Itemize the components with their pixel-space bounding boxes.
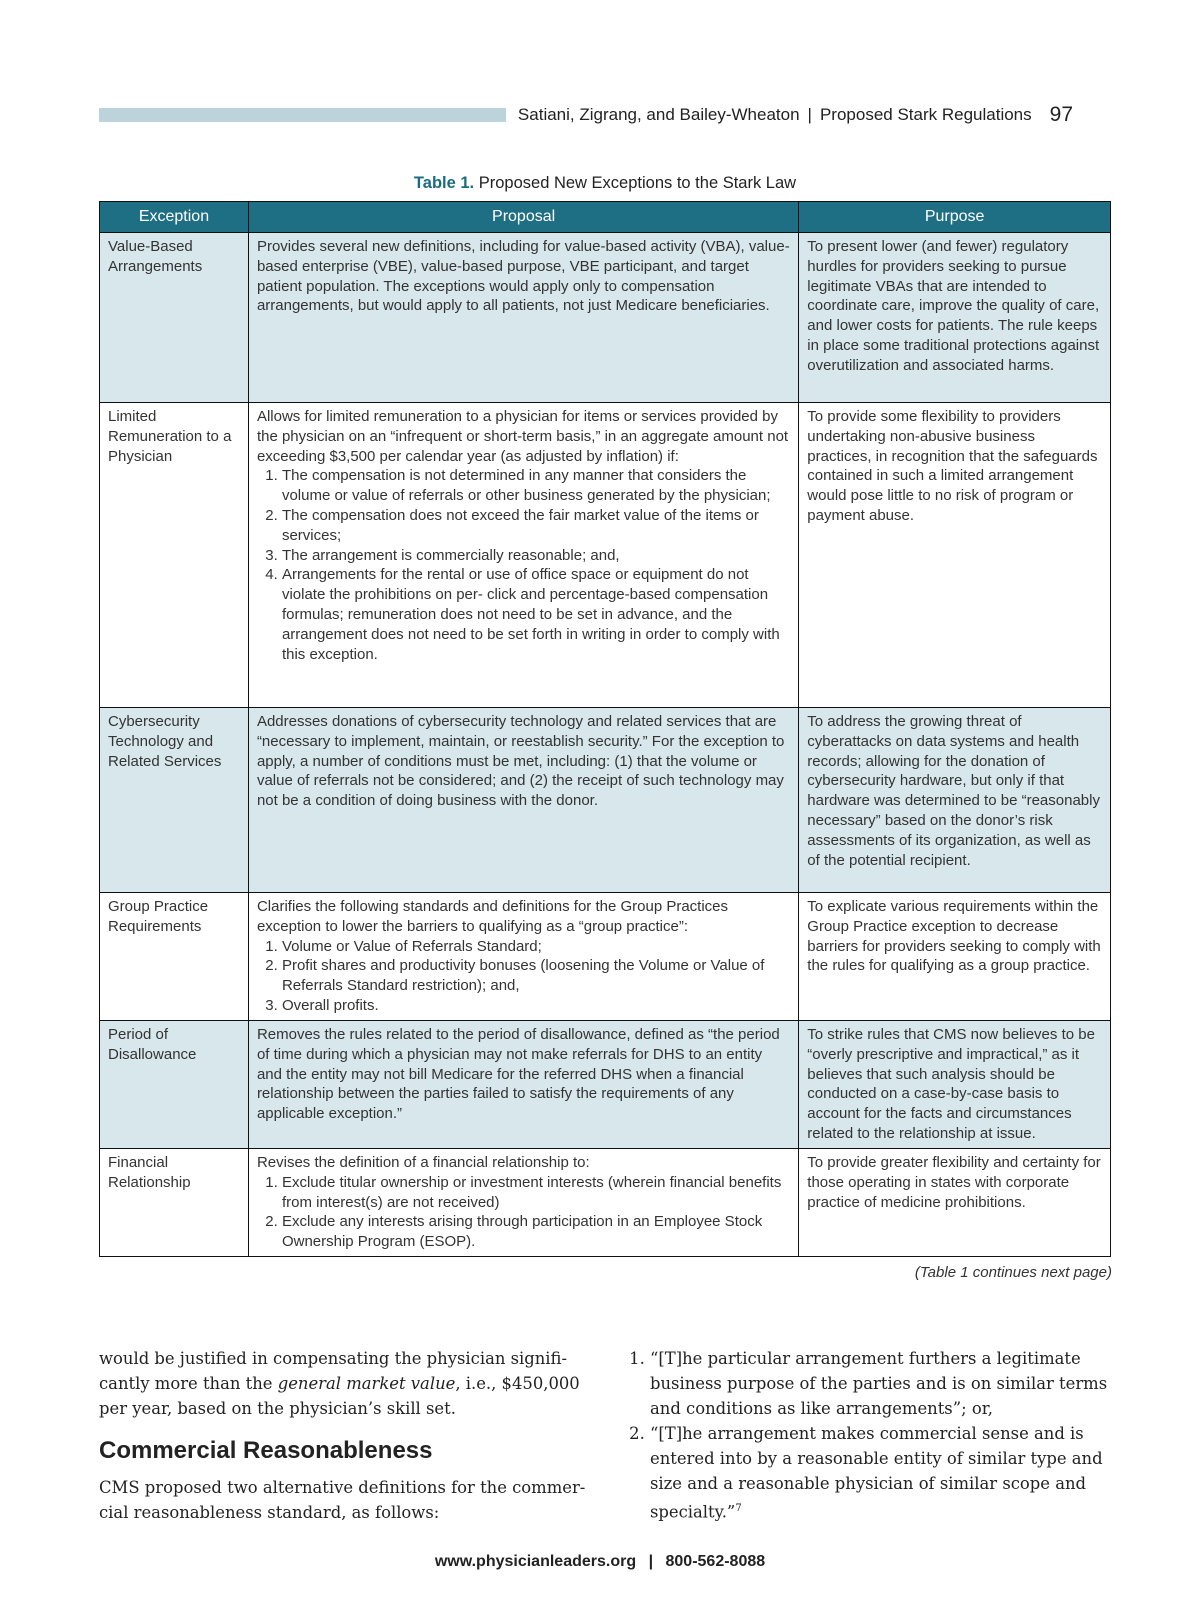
exception-cell: Financial Relationship bbox=[100, 1149, 249, 1257]
purpose-cell: To explicate various requirements within the Group Practice exception to decrease barriers for providers seeking to comply with the rules for qualifying as a group practice. bbox=[799, 893, 1111, 1021]
proposal-intro: Allows for limited remuneration to a physician for items or services provided by the physician on an “infrequent or short-term basis,” in an aggregate amount not exceeding $3,500 per calendar year (as adjusted by inflation) if: bbox=[256, 408, 789, 465]
list-item: 3. Overall profits. bbox=[282, 996, 791, 1016]
header-title: Proposed Stark Regulations bbox=[819, 105, 1032, 124]
table-continuation-note: (Table 1 continues next page) bbox=[914, 1264, 1112, 1281]
list-item: 1. “[T]he particular arrangement furthers a legitimate business purpose of the parties and is on similar terms and conditions as like arrangements”; or, bbox=[650, 1346, 1113, 1421]
exception-cell: Group Practice Requirements bbox=[100, 893, 249, 1021]
body-right-column bbox=[623, 1346, 1113, 1524]
body-paragraph bbox=[99, 1346, 589, 1421]
table-caption bbox=[99, 174, 1111, 193]
definition-list bbox=[623, 1346, 1113, 1524]
list-item-text: “[T]he arrangement makes commercial sense and is entered into by a reasonable entity of similar type and size and a reasonable physician of similar scope and specialty.” bbox=[650, 1424, 1103, 1522]
column-header-proposal: Proposal bbox=[248, 202, 798, 233]
body-text-run: , i.e., $450,000 per year, based on the physician’s skill set. bbox=[99, 1374, 580, 1418]
proposal-intro: Clarifies the following standards and definitions for the Group Practices exception to lower the barriers to qualifying as a “group practice”: bbox=[256, 898, 729, 935]
table-row bbox=[100, 233, 1111, 403]
proposal-cell: Addresses donations of cybersecurity technology and related services that are “necessary to implement, maintain, or reestablish security.” For the exception to apply, a number of conditions must be met, including: (1) that the volume or value of referrals not be considered; and (2) the receipt of such technology may not be a condition of doing business with the donor. bbox=[248, 708, 798, 893]
body-left-column bbox=[99, 1346, 589, 1525]
proposal-list bbox=[257, 1173, 791, 1252]
proposal-intro: Revises the definition of a financial relationship to: bbox=[256, 1154, 590, 1171]
list-item: 2. Exclude any interests arising through participation in an Employee Stock Ownership Program (ESOP). bbox=[282, 1212, 791, 1252]
table-row bbox=[100, 1021, 1111, 1149]
footer-phone: 800-562-8088 bbox=[665, 1553, 766, 1570]
list-item: 1. Volume or Value of Referrals Standard; bbox=[282, 937, 791, 957]
exceptions-table bbox=[99, 201, 1111, 1257]
body-text-run: would be justified in compensating the physician signifi-cantly more than the bbox=[99, 1349, 568, 1393]
list-item: 3. The arrangement is commercially reasonable; and, bbox=[282, 546, 791, 566]
proposal-cell: Provides several new definitions, including for value-based activity (VBA), value-based enterprise (VBE), value-based purpose, VBE participant, and target patient population. The exceptions would apply only to compensation arrangements, but would apply to all patients, not just Medicare beneficiaries. bbox=[248, 233, 798, 403]
list-item: 2. Profit shares and productivity bonuses (loosening the Volume or Value of Referrals Standard restriction); and, bbox=[282, 956, 791, 996]
proposal-list bbox=[257, 937, 791, 1016]
table-row bbox=[100, 1149, 1111, 1257]
proposal-cell bbox=[248, 1149, 798, 1257]
table-caption-text: Proposed New Exceptions to the Stark Law bbox=[478, 174, 797, 192]
purpose-cell: To provide some flexibility to providers undertaking non-abusive business practices, in recognition that the safeguards contained in such a limited arrangement would pose little to no risk of program or payment abuse. bbox=[799, 403, 1111, 708]
column-header-purpose: Purpose bbox=[799, 202, 1111, 233]
purpose-cell: To provide greater flexibility and certainty for those operating in states with corporate practice of medicine prohibitions. bbox=[799, 1149, 1111, 1257]
exception-cell: Cybersecurity Technology and Related Services bbox=[100, 708, 249, 893]
page-number: 97 bbox=[1049, 103, 1073, 126]
table-caption-label: Table 1. bbox=[413, 174, 475, 192]
header-authors: Satiani, Zigrang, and Bailey-Wheaton bbox=[517, 105, 800, 124]
footer-website: www.physicianleaders.org bbox=[434, 1553, 637, 1570]
header-rule bbox=[99, 108, 506, 122]
list-item: 1. Exclude titular ownership or investment interests (wherein financial benefits from interest(s) are not received) bbox=[282, 1173, 791, 1213]
body-paragraph: CMS proposed two alternative definitions for the commer-cial reasonableness standard, as follows: bbox=[99, 1478, 586, 1522]
section-heading: Commercial Reasonableness bbox=[99, 1437, 433, 1464]
footer bbox=[0, 1553, 1200, 1571]
table-row bbox=[100, 403, 1111, 708]
proposal-cell bbox=[248, 893, 798, 1021]
proposal-list bbox=[257, 466, 791, 664]
exception-cell: Limited Remuneration to a Physician bbox=[100, 403, 249, 708]
purpose-cell: To strike rules that CMS now believes to be “overly prescriptive and impractical,” as it believes that such analysis should be conducted on a case-by-case basis to account for the facts and circumstances related to the relationship at issue. bbox=[799, 1021, 1111, 1149]
list-item: 2. The compensation does not exceed the fair market value of the items or services; bbox=[282, 506, 791, 546]
proposal-cell bbox=[248, 403, 798, 708]
footer-separator: | bbox=[648, 1553, 654, 1570]
purpose-cell: To address the growing threat of cyberattacks on data systems and health records; allowing for the donation of cybersecurity hardware, but only if that hardware was determined to be “reasonably necessary” based on the donor’s risk assessments of its organization, as well as of the potential recipient. bbox=[799, 708, 1111, 893]
exception-cell: Value-Based Arrangements bbox=[100, 233, 249, 403]
table-row bbox=[100, 708, 1111, 893]
exception-cell: Period of Disallowance bbox=[100, 1021, 249, 1149]
table-header-row bbox=[100, 202, 1111, 233]
running-header bbox=[518, 100, 1073, 130]
column-header-exception: Exception bbox=[100, 202, 249, 233]
proposal-cell: Removes the rules related to the period of disallowance, defined as “the period of time during which a physician may not make referrals for DHS to an entity and the entity may not bill Medicare for the referred DHS when a financial relationship between the parties failed to satisfy the requirements of any applicable exception.” bbox=[248, 1021, 798, 1149]
list-item: 1. The compensation is not determined in any manner that considers the volume or value of referrals or other business generated by the physician; bbox=[282, 466, 791, 506]
purpose-cell: To present lower (and fewer) regulatory hurdles for providers seeking to pursue legitimate VBAs that are intended to coordinate care, improve the quality of care, and lower costs for patients. The rule keeps in place some traditional protections against overutilization and associated harms. bbox=[799, 233, 1111, 403]
footnote-marker: 7 bbox=[735, 1503, 742, 1514]
header-separator: | bbox=[807, 105, 812, 124]
list-item: 4. Arrangements for the rental or use of office space or equipment do not violate the prohibitions on per- click and percentage-based compensation formulas; remuneration does not need to be set in advance, and the arrangement does not need to be set forth in writing in order to comply with this exception. bbox=[282, 565, 791, 664]
list-item bbox=[650, 1421, 1113, 1524]
table-row bbox=[100, 893, 1111, 1021]
body-emphasis: general market value bbox=[277, 1374, 456, 1393]
